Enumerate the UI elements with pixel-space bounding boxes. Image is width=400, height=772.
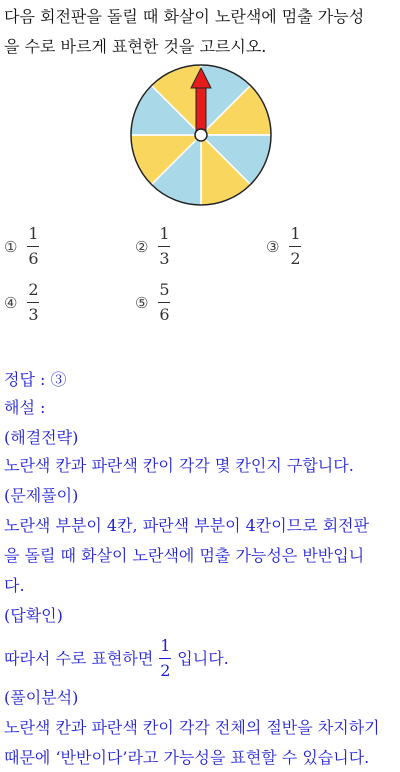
choice-2-numerator: 1	[159, 224, 170, 243]
choice-5-fraction	[158, 280, 170, 325]
choice-3-number: ③	[266, 237, 280, 256]
choice-4-fraction	[27, 280, 39, 325]
check-title: (답확인)	[4, 606, 63, 625]
choice-4-number: ④	[4, 293, 18, 312]
choice-2-denominator: 3	[159, 249, 170, 268]
choice-4-numerator: 2	[28, 280, 39, 299]
strategy-title: (해결전략)	[4, 428, 79, 447]
choice-3-fraction	[289, 224, 301, 269]
solve-line-2: 을 돌릴 때 화살이 노란색에 멈출 가능성은 반반입니	[4, 546, 365, 565]
choice-1-numerator: 1	[28, 224, 39, 243]
strategy-text: 노란색 칸과 파란색 칸이 각각 몇 칸인지 구합니다.	[4, 456, 354, 475]
check-suffix: 입니다.	[177, 648, 229, 668]
choice-1[interactable]	[4, 224, 39, 269]
choice-4[interactable]	[4, 280, 39, 325]
choice-3-numerator: 1	[290, 224, 301, 243]
check-denominator: 2	[160, 661, 171, 680]
question-line-2: 을 수로 바르게 표현한 것을 고르시오.	[4, 37, 267, 56]
answer-line: 정답 : ③	[4, 370, 67, 389]
question-line-1: 다음 회전판을 돌릴 때 화살이 노란색에 멈출 가능성	[4, 7, 365, 26]
check-prefix: 따라서 수로 표현하면	[4, 648, 154, 668]
choice-2[interactable]	[135, 224, 170, 269]
choice-5[interactable]	[135, 280, 170, 325]
spinner-wheel	[128, 62, 274, 208]
choice-1-number: ①	[4, 237, 18, 256]
choice-2-fraction	[158, 224, 170, 269]
choice-4-denominator: 3	[28, 305, 39, 324]
check-fraction	[159, 636, 171, 681]
analysis-title: (풀이분석)	[4, 688, 79, 707]
choice-5-number: ⑤	[135, 293, 149, 312]
check-numerator: 1	[160, 636, 171, 655]
choice-2-number: ②	[135, 237, 149, 256]
solve-line-3: 다.	[4, 576, 25, 595]
choice-3[interactable]	[266, 224, 301, 269]
choice-5-numerator: 5	[159, 280, 170, 299]
solve-line-1: 노란색 부분이 4칸, 파란색 부분이 4칸이므로 회전판	[4, 516, 370, 535]
solve-title: (문제풀이)	[4, 486, 79, 505]
choice-1-denominator: 6	[28, 249, 39, 268]
check-line	[4, 636, 229, 681]
analysis-line-1: 노란색 칸과 파란색 칸이 각각 전체의 절반을 차지하기	[4, 718, 380, 737]
explanation-label: 해설 :	[4, 398, 46, 417]
choice-3-denominator: 2	[290, 249, 301, 268]
analysis-line-2: 때문에 ‘반반이다’라고 가능성을 표현할 수 있습니다.	[4, 748, 370, 767]
choice-1-fraction	[27, 224, 39, 269]
choice-5-denominator: 6	[159, 305, 170, 324]
spinner-center	[195, 129, 207, 141]
